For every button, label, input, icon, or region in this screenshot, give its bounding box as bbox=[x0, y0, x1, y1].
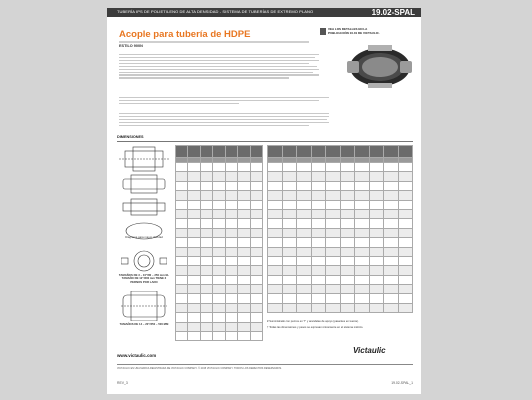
product-title: Acople para tubería de HDPE bbox=[119, 29, 251, 40]
victaulic-logo: Victaulic bbox=[353, 346, 386, 355]
copyright-text: VICTAULIC ES UNA MARCA REGISTRADA DE VICTAULIC COMPANY. © 2015 VICTAULIC COMPANY. TODOS LOS DERECHOS RESERVADOS. bbox=[117, 367, 282, 370]
document-icon bbox=[320, 28, 326, 35]
dimensions-heading: DIMENSIONES bbox=[117, 135, 144, 139]
footer-divider bbox=[117, 364, 413, 365]
coupling-section-drawing bbox=[119, 145, 169, 241]
header-title: TUBERÍA IPS DE POLIETILENO DE ALTA DENSIDAD - SISTEMA DE TUBERÍAS DE EXTREMO PLANO bbox=[117, 9, 314, 14]
title-underline bbox=[119, 41, 309, 43]
website-url[interactable]: www.victaulic.com bbox=[117, 353, 157, 358]
footnote-2: † Todas las dimensiones y pesos se expresan únicamente en el sistema métrico. bbox=[267, 326, 364, 329]
coupling-end-view-drawing bbox=[121, 249, 167, 273]
revision-label: REV_3 bbox=[117, 381, 128, 385]
coupling-photo bbox=[342, 41, 417, 91]
publication-note: VEA LOS DETALLES EN LA PUBLICACIÓN 10.01 DE VICTAULIC. bbox=[328, 27, 380, 35]
document-code: 19.02-SPAL bbox=[371, 8, 415, 17]
top-drawing-caption: Diagrama para mayor claridad bbox=[125, 235, 163, 239]
bolt-size-caption: TAMAÑOS DE 3 – 10"/80 – 250 mm EL TAMAÑO DE 12"/300 mm TIENE 2 PERNOS POR LADO bbox=[118, 273, 170, 284]
footnote-1: # Suministrado con pernos en "I" y arandelas de apoyo (pasantes en tuerca). bbox=[267, 320, 359, 323]
section-divider bbox=[117, 141, 413, 142]
page-code: 19.02-SPAL_1 bbox=[391, 381, 413, 385]
description-paragraph-1 bbox=[119, 52, 329, 80]
header-bar bbox=[107, 8, 421, 17]
dimensions-table-left bbox=[175, 145, 263, 341]
large-coupling-drawing bbox=[121, 291, 167, 321]
datasheet-page bbox=[107, 8, 421, 394]
description-paragraph-3 bbox=[119, 111, 329, 128]
description-paragraph-2 bbox=[119, 95, 329, 106]
large-size-caption: TAMAÑOS DE 14 – 20"/350 – 500 MM bbox=[119, 322, 169, 326]
dimensions-table-right bbox=[267, 145, 413, 313]
product-style: ESTILO 900N bbox=[119, 44, 143, 48]
